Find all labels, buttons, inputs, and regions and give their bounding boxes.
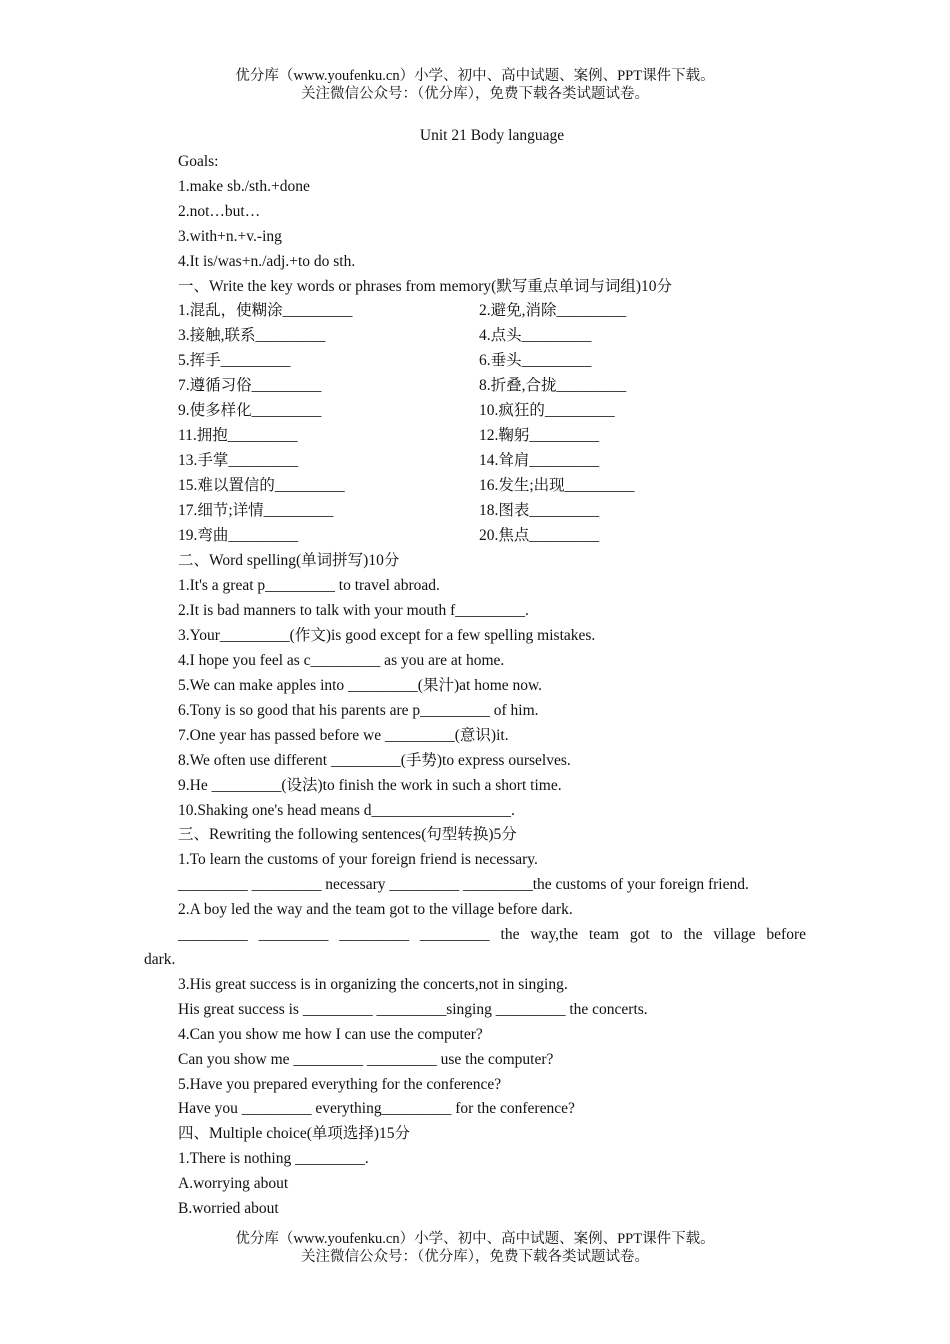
spelling-item: 8.We often use different _________(手势)to express ourselves.: [178, 752, 571, 769]
rewrite-answer: Have you _________ everything_________ for the conference?: [178, 1100, 575, 1117]
spelling-item: 2.It is bad manners to talk with your mouth f_________.: [178, 602, 529, 619]
goal-item: 3.with+n.+v.-ing: [178, 228, 282, 245]
footer-line-1: 优分库（www.youfenku.cn）小学、初中、高中试题、案例、PPT课件下载。: [235, 1231, 715, 1247]
vocab-item: 4.点头_________: [479, 327, 592, 344]
vocab-item: 12.鞠躬_________: [479, 427, 600, 444]
choice-question: 1.There is nothing _________.: [178, 1150, 369, 1167]
spelling-item: 1.It's a great p_________ to travel abroad.: [178, 577, 440, 594]
section-2-heading: 二、Word spelling(单词拼写)10分: [178, 552, 400, 569]
page-footer: [0, 1230, 950, 1266]
goal-item: 2.not…but…: [178, 203, 261, 220]
goal-item: 4.It is/was+n./adj.+to do sth.: [178, 253, 356, 270]
vocab-item: 16.发生;出现_________: [479, 477, 635, 494]
choice-option: A.worrying about: [178, 1175, 289, 1192]
spelling-item: 4.I hope you feel as c_________ as you are at home.: [178, 652, 505, 669]
section-3-heading: 三、Rewriting the following sentences(句型转换)5分: [178, 826, 517, 843]
vocab-item: 20.焦点_________: [479, 527, 600, 544]
rewrite-question: 2.A boy led the way and the team got to the village before dark.: [178, 901, 573, 918]
vocab-item: 11.拥抱_________: [178, 427, 298, 444]
section-4-heading: 四、Multiple choice(单项选择)15分: [178, 1125, 411, 1142]
choice-option: B.worried about: [178, 1200, 279, 1217]
rewrite-question: 3.His great success is in organizing the concerts,not in singing.: [178, 976, 568, 993]
vocab-item: 14.耸肩_________: [479, 452, 600, 469]
vocab-item: 3.接触,联系_________: [178, 327, 326, 344]
rewrite-question: 1.To learn the customs of your foreign friend is necessary.: [178, 851, 538, 868]
goals-heading: Goals:: [178, 153, 219, 170]
spelling-item: 9.He _________(设法)to finish the work in such a short time.: [178, 777, 562, 794]
vocab-item: 8.折叠,合拢_________: [479, 377, 627, 394]
rewrite-answer: His great success is _________ _________singing _________ the concerts.: [178, 1001, 648, 1018]
rewrite-answer: Can you show me _________ _________ use the computer?: [178, 1051, 554, 1068]
goal-item: 1.make sb./sth.+done: [178, 178, 310, 195]
vocab-item: 5.挥手_________: [178, 352, 291, 369]
vocab-item: 19.弯曲_________: [178, 527, 299, 544]
vocab-item: 15.难以置信的_________: [178, 477, 345, 494]
header-line-2: 关注微信公众号：（优分库），免费下载各类试题试卷。: [301, 86, 649, 102]
spelling-item: 7.One year has passed before we _________(意识)it.: [178, 727, 509, 744]
rewrite-question: 5.Have you prepared everything for the conference?: [178, 1076, 502, 1093]
spelling-item: 5.We can make apples into _________(果汁)at home now.: [178, 677, 543, 694]
vocab-item: 2.避免,消除_________: [479, 302, 627, 319]
vocab-item: 10.疯狂的_________: [479, 402, 615, 419]
vocab-item: 18.图表_________: [479, 502, 600, 519]
rewrite-answer-continued: dark.: [144, 951, 176, 968]
vocab-item: 9.使多样化_________: [178, 402, 322, 419]
vocab-item: 13.手掌_________: [178, 452, 299, 469]
vocab-item: 1.混乱，使糊涂_________: [178, 302, 353, 319]
rewrite-answer: _________ _________ necessary _________ _________the customs of your foreign friend.: [178, 876, 749, 893]
section-1-heading: 一、Write the key words or phrases from memory(默写重点单词与词组)10分: [178, 278, 672, 295]
vocab-item: 7.遵循习俗_________: [178, 377, 322, 394]
rewrite-question: 4.Can you show me how I can use the computer?: [178, 1026, 483, 1043]
page-header: [0, 67, 950, 103]
spelling-item: 6.Tony is so good that his parents are p_________ of him.: [178, 702, 539, 719]
page-title: Unit 21 Body language: [419, 127, 565, 144]
spelling-item: 10.Shaking one's head means d__________________.: [178, 802, 515, 819]
footer-line-2: 关注微信公众号：（优分库），免费下载各类试题试卷。: [301, 1249, 649, 1265]
rewrite-answer: _________ _________ _________ _________ the way,the team got to the village before: [178, 926, 806, 943]
header-line-1: 优分库（www.youfenku.cn）小学、初中、高中试题、案例、PPT课件下载。: [235, 68, 715, 84]
spelling-item: 3.Your_________(作文)is good except for a few spelling mistakes.: [178, 627, 596, 644]
vocab-item: 6.垂头_________: [479, 352, 592, 369]
vocab-item: 17.细节;详情_________: [178, 502, 334, 519]
